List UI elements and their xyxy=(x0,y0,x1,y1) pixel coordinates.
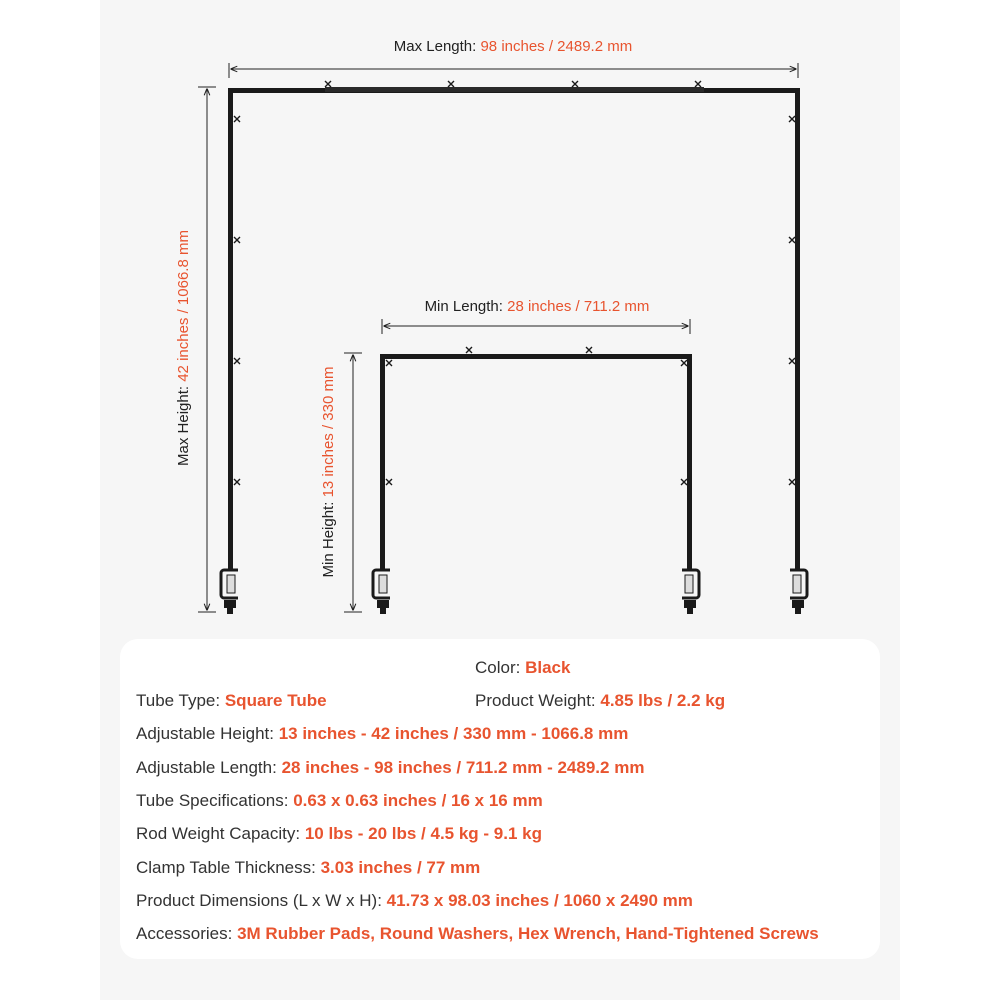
min-length-label: Min Length: 28 inches / 711.2 mm xyxy=(424,298,650,315)
min-length-dimension xyxy=(382,298,690,334)
max-height-label: Max Height: 42 inches / 1066.8 mm xyxy=(175,230,192,466)
clamp-left-small xyxy=(373,570,390,614)
spec-color: Color: Black xyxy=(475,658,571,677)
clamp-right-large xyxy=(790,570,807,614)
spec-accessories: Accessories: 3M Rubber Pads, Round Washers, Hex Wrench, Hand-Tightened Screws xyxy=(136,924,819,943)
spec-clamp-table-thickness: Clamp Table Thickness: 3.03 inches / 77 mm xyxy=(136,858,481,877)
spec-tube-type: Tube Type: Square Tube xyxy=(136,691,327,710)
spec-product-weight: Product Weight: 4.85 lbs / 2.2 kg xyxy=(475,691,726,710)
spec-product-dimensions: Product Dimensions (L x W x H): 41.73 x 98.03 inches / 1060 x 2490 mm xyxy=(136,891,693,910)
max-length-dimension xyxy=(229,38,798,78)
spec-adjustable-length: Adjustable Length: 28 inches - 98 inches / 711.2 mm - 2489.2 mm xyxy=(136,758,645,777)
spec-rod-weight-capacity: Rod Weight Capacity: 10 lbs - 20 lbs / 4.5 kg - 9.1 kg xyxy=(136,824,542,843)
max-length-label: Max Length: 98 inches / 2489.2 mm xyxy=(393,38,633,55)
clamp-left-large xyxy=(221,570,238,614)
small-frame xyxy=(380,347,692,570)
specifications-panel xyxy=(120,639,880,959)
min-height-dimension xyxy=(320,353,362,612)
spec-adjustable-height: Adjustable Height: 13 inches - 42 inches / 330 mm - 1066.8 mm xyxy=(136,724,629,743)
clamp-right-small xyxy=(682,570,699,614)
max-height-dimension xyxy=(175,87,216,612)
min-height-label: Min Height: 13 inches / 330 mm xyxy=(320,366,337,578)
spec-tube-specifications: Tube Specifications: 0.63 x 0.63 inches / 16 x 16 mm xyxy=(136,791,543,810)
